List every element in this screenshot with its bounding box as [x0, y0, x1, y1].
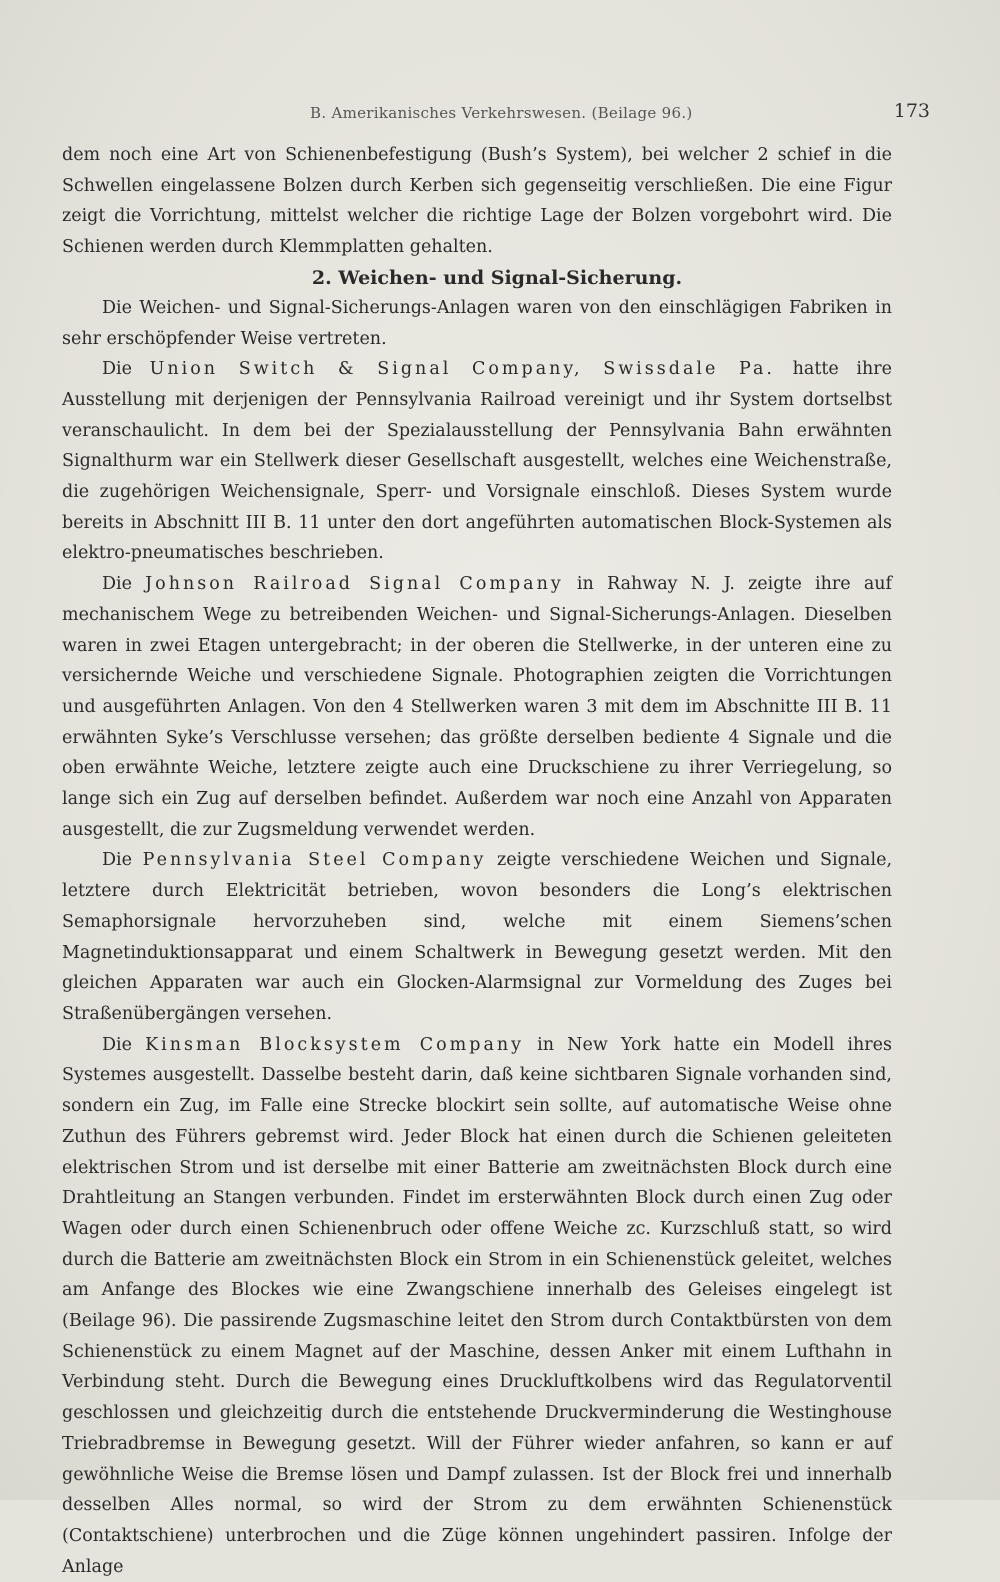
- paragraph-union-switch-text: hatte ihre Ausstellung mit derjenigen der Pennsylvania Railroad vereinigt und ihr System dortselbst veranschaulicht. In dem bei der Spezialausstellung der Pennsylvania Bahn erwähnten Signalthurm war ein Stellwerk dieser Gesellschaft ausgestellt, welches eine Weichenstraße, die zugehörigen Weichensignale, Sperr- und Vorsignale einschloß. Dieses System wurde bereits in Abschnitt III B. 11 unter den dort angeführten automatischen Block-Systemen als elektro-pneumatisches beschrieben.: [62, 359, 892, 564]
- paragraph-1-text: Die Weichen- und Signal-Sicherungs-Anlagen waren von den einschlägigen Fabriken in sehr erschöpfender Weise vertreten.: [62, 297, 892, 349]
- page-body: [62, 140, 892, 1582]
- company-pennsylvania-steel: Pennsylvania Steel Company: [142, 850, 487, 871]
- paragraph-pennsylvania-steel: [62, 845, 892, 1029]
- paragraph-johnson-pre: Die: [102, 574, 146, 595]
- paragraph-kinsman-text: in New York hatte ein Modell ihres Systemes ausgestellt. Dasselbe besteht darin, daß keine sichtbaren Signale vorhanden sind, sondern ein Zug, im Falle eine Strecke blockirt sein sollte, auf automatische Weise ohne Zuthun des Führers gebremst wird. Jeder Block hat einen durch die Schienen geleiteten elektrischen Strom und ist derselbe mit einer Batterie am zweitnächsten Block durch eine Drahtleitung an Stangen verbunden. Findet im ersterwähnten Block durch einen Zug oder Wagen oder durch einen Schienenbruch oder offene Weiche zc. Kurzschluß statt, so wird durch die Batterie am zweitnächsten Block ein Strom in ein Schienenstück geleitet, welches am Anfange des Blockes wie eine Zwangschiene innerhalb des Geleises eingelegt ist (Beilage 96). Die passirende Zugsmaschine leitet den Strom durch Contaktbürsten von dem Schienenstück zu einem Magnet auf der Maschine, dessen Anker mit einem Lufthahn in Verbindung steht. Durch die Bewegung eines Druckluftkolbens wird das Regulatorventil geschlossen und gleichzeitig durch die entstehende Druckverminderung die Westinghouse Triebradbremse in Bewegung gesetzt. Will der Führer wieder anfahren, so kann er auf gewöhnliche Weise die Bremse lösen und Dampf zulassen. Ist der Block frei und innerhalb desselben Alles normal, so wird der Strom zu dem erwähnten Schienenstück (Contaktschiene) unterbrochen und die Züge können ungehindert passiren. Infolge der Anlage: [62, 1034, 893, 1577]
- paragraph-pennsylvania-steel-pre: Die: [102, 850, 143, 871]
- company-kinsman: Kinsman Blocksystem Company: [145, 1034, 525, 1055]
- company-johnson: Johnson Railroad Signal Company: [145, 574, 564, 595]
- paragraph-johnson: [62, 569, 892, 845]
- page-header: [60, 94, 940, 134]
- paragraph-kinsman: [62, 1030, 892, 1582]
- intro-text: dem noch eine Art von Schienenbefestigung (Bush’s System), bei welcher 2 schief in die Schwellen eingelassene Bolzen durch Kerben sich gegenseitig verschließen. Die eine Figur zeigt die Vorrichtung, mittelst welcher die richtige Lage der Bolzen vorgebohrt wird. Die Schienen werden durch Klemmplatten gehalten.: [62, 145, 892, 258]
- company-union-switch: Union Switch & Signal Company, Swissdale Pa.: [149, 359, 775, 380]
- intro-paragraph: [62, 140, 892, 263]
- paragraph-1: [62, 293, 892, 354]
- page-number: 173: [893, 100, 930, 122]
- paragraph-union-switch: [62, 354, 892, 569]
- paragraph-kinsman-pre: Die: [102, 1034, 146, 1055]
- paragraph-pennsylvania-steel-text: zeigte verschiedene Weichen und Signale, letztere durch Elektricität betrieben, wovon besonders die Long’s elektrischen Semaphorsignale hervorzuheben sind, welche mit einem Siemens’schen Magnetinduktionsapparat und einem Schaltwerk in Bewegung gesetzt werden. Mit den gleichen Apparaten war auch ein Glocken-Alarmsignal zur Vormeldung des Zuges bei Straßenübergängen versehen.: [62, 850, 893, 1024]
- section-heading: 2. Weichen- und Signal-Sicherung.: [311, 266, 683, 289]
- running-title: B. Amerikanisches Verkehrswesen. (Beilage 96.): [310, 104, 693, 122]
- paragraph-johnson-text: in Rahway N. J. zeigte ihre auf mechanischem Wege zu betreibenden Weichen- und Signal-Sicherungs-Anlagen. Dieselben waren in zwei Etagen untergebracht; in der oberen die Stellwerke, in der unteren eine zu versichernde Weiche und verschiedene Signale. Photographien zeigten die Vorrichtungen und ausgeführten Anlagen. Von den 4 Stellwerken waren 3 mit dem im Abschnitte III B. 11 erwähnten Syke’s Verschlusse versehen; das größte derselben bediente 4 Signale und die oben erwähnte Weiche, letztere zeigte auch eine Druckschiene zu ihrer Verriegelung, so lange sich ein Zug auf derselben befindet. Außerdem war noch eine Anzahl von Apparaten ausgestellt, die zur Zugsmeldung verwendet werden.: [62, 574, 892, 840]
- paragraph-union-switch-pre: Die: [102, 359, 150, 380]
